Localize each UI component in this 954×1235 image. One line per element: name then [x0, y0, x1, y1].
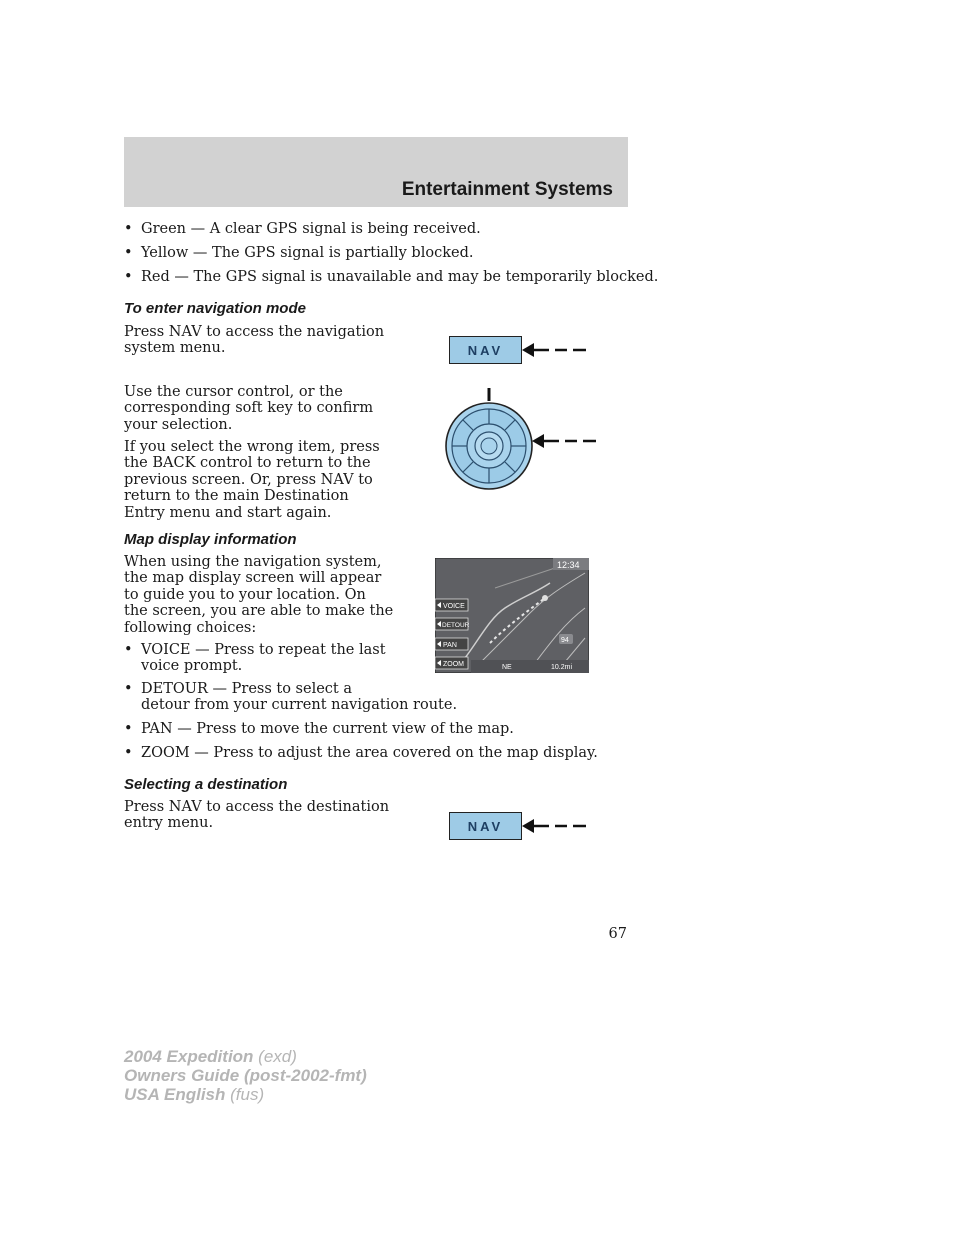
paragraph: Press NAV to access the navigation system menu.	[124, 324, 385, 357]
dashed-arrow-icon	[522, 817, 588, 835]
dashed-arrow-icon	[532, 432, 598, 450]
cursor-control-icon[interactable]	[440, 384, 540, 494]
heading-map-display: Map display information	[124, 531, 297, 548]
svg-text:ZOOM: ZOOM	[443, 661, 464, 668]
section-title: Entertainment Systems	[401, 179, 613, 200]
soft-key-pan[interactable]	[435, 638, 468, 650]
nav-button[interactable]: NAV	[449, 812, 522, 840]
heading-selecting-destination: Selecting a destination	[124, 776, 288, 793]
svg-text:VOICE: VOICE	[443, 603, 465, 610]
svg-text:PAN: PAN	[443, 642, 457, 649]
soft-key-detour[interactable]	[435, 618, 470, 630]
heading-enter-nav: To enter navigation mode	[124, 300, 306, 317]
section-header	[124, 137, 628, 207]
soft-key-zoom[interactable]	[435, 657, 468, 669]
heading-readout: NE	[502, 664, 512, 671]
document-footer: 2004 Expedition (exd) Owners Guide (post-2002-fmt) USA English (fus)	[124, 1047, 367, 1104]
paragraph: If you select the wrong item, press the BACK control to return to the previous screen. Or, press NAV to return to the main Destination Entry menu and start again.	[124, 439, 380, 521]
nav-button[interactable]: NAV	[449, 336, 522, 364]
paragraph: Use the cursor control, or the corresponding soft key to confirm your selection.	[124, 384, 374, 433]
time-readout: 12:34	[557, 560, 580, 570]
svg-text:DETOUR: DETOUR	[442, 622, 470, 629]
distance-readout: 10.2mi	[551, 664, 573, 671]
map-display-screen	[435, 558, 589, 673]
paragraph: When using the navigation system, the map display screen will appear to guide you to your location. On the screen, you are able to make the following choices:	[124, 554, 394, 636]
paragraph: Press NAV to access the destination entry menu.	[124, 799, 390, 832]
dashed-arrow-icon	[522, 341, 588, 359]
route-number: 94	[561, 637, 569, 644]
soft-key-voice[interactable]	[435, 599, 468, 611]
page-number: 67	[608, 926, 627, 942]
